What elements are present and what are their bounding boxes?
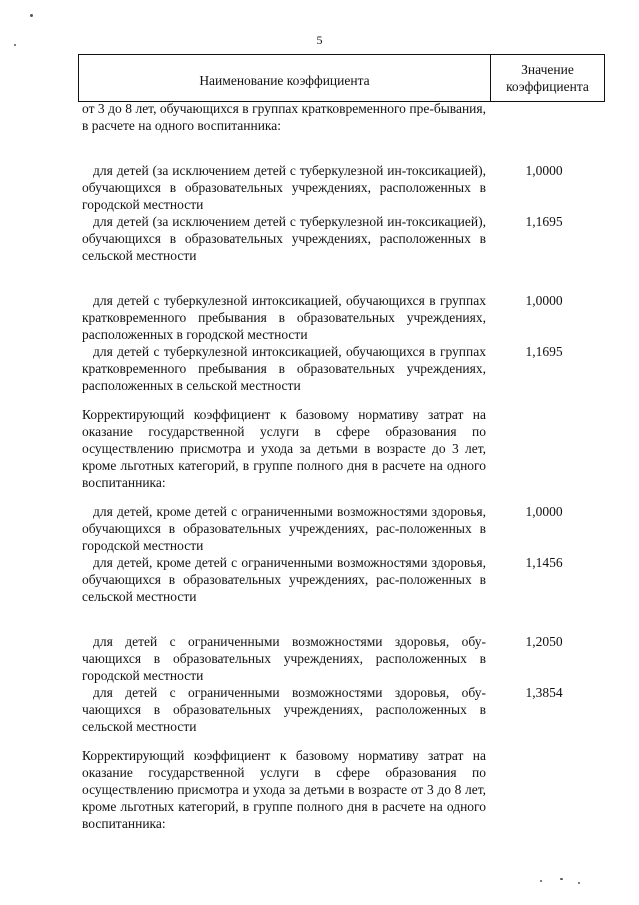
table-header — [78, 54, 605, 102]
header-value-column: Значение коэффициента — [506, 62, 589, 94]
header-name-column: Наименование коэффициента — [79, 55, 491, 101]
page-number: 5 — [316, 33, 323, 47]
table-row — [82, 503, 602, 554]
coefficient-name: для детей с ограниченными возможностями здоровья, обу-чающихся в образовательных учреждениях, расположенных в сельской местности — [82, 685, 486, 734]
scan-speck — [578, 882, 580, 884]
coefficient-name: для детей с ограниченными возможностями здоровья, обу-чающихся в образовательных учреждениях, расположенных в городской местности — [82, 634, 486, 683]
coefficient-name: от 3 до 8 лет, обучающихся в группах кратковременного пре-бывания, в расчете на одного воспитанника: — [82, 101, 486, 133]
coefficient-name: для детей с туберкулезной интоксикацией, обучающихся в группах кратковременного пребывания в образовательных учреждениях, расположенных в городской местности — [82, 293, 486, 342]
coefficient-name: Корректирующий коэффициент к базовому нормативу затрат на оказание государственной услуги в сфере образования по осуществлению присмотра и ухода за детьми в возрасте от 3 до 8 лет, кроме льготных категорий, в группе полного дня в расчете на одного воспитанника: — [82, 748, 486, 831]
table-row — [82, 684, 602, 735]
scan-speck — [30, 14, 33, 17]
scan-speck — [14, 44, 16, 46]
coefficient-name: для детей (за исключением детей с туберкулезной ин-токсикацией), обучающихся в образовательных учреждениях, расположенных в городской местности — [82, 163, 486, 212]
coefficient-name: Корректирующий коэффициент к базовому нормативу затрат на оказание государственной услуги в сфере образования по осуществлению присмотра и ухода за детьми в возрасте до 3 лет, кроме льготных категорий, в группе полного дня в расчете на одного воспитанника: — [82, 407, 486, 490]
table-row — [82, 343, 602, 394]
table-row — [82, 162, 602, 213]
table-row — [82, 292, 602, 343]
table-row — [82, 100, 602, 134]
coefficient-value: 1,1456 — [525, 555, 563, 570]
table-row — [82, 633, 602, 684]
scan-speck — [560, 878, 563, 880]
scan-speck — [540, 880, 542, 882]
table-row — [82, 213, 602, 264]
coefficient-table-body — [82, 100, 602, 832]
coefficient-value: 1,2050 — [525, 634, 563, 649]
table-row — [82, 406, 602, 491]
coefficient-value: 1,1695 — [525, 214, 563, 229]
table-row — [82, 554, 602, 605]
coefficient-value: 1,3854 — [525, 685, 563, 700]
coefficient-name: для детей, кроме детей с ограниченными возможностями здоровья, обучающихся в образовательных учреждениях, рас-положенных в городской местности — [82, 504, 486, 553]
coefficient-name: для детей, кроме детей с ограниченными возможностями здоровья, обучающихся в образовательных учреждениях, рас-положенных в сельской местности — [82, 555, 486, 604]
coefficient-value: 1,0000 — [525, 504, 563, 519]
coefficient-value: 1,1695 — [525, 344, 563, 359]
coefficient-value: 1,0000 — [525, 293, 563, 308]
coefficient-value: 1,0000 — [525, 163, 563, 178]
coefficient-name: для детей с туберкулезной интоксикацией, обучающихся в группах кратковременного пребывания в образовательных учреждениях, расположенных в сельской местности — [82, 344, 486, 393]
table-row — [82, 747, 602, 832]
coefficient-name: для детей (за исключением детей с туберкулезной ин-токсикацией), обучающихся в образовательных учреждениях, расположенных в сельской местности — [82, 214, 486, 263]
